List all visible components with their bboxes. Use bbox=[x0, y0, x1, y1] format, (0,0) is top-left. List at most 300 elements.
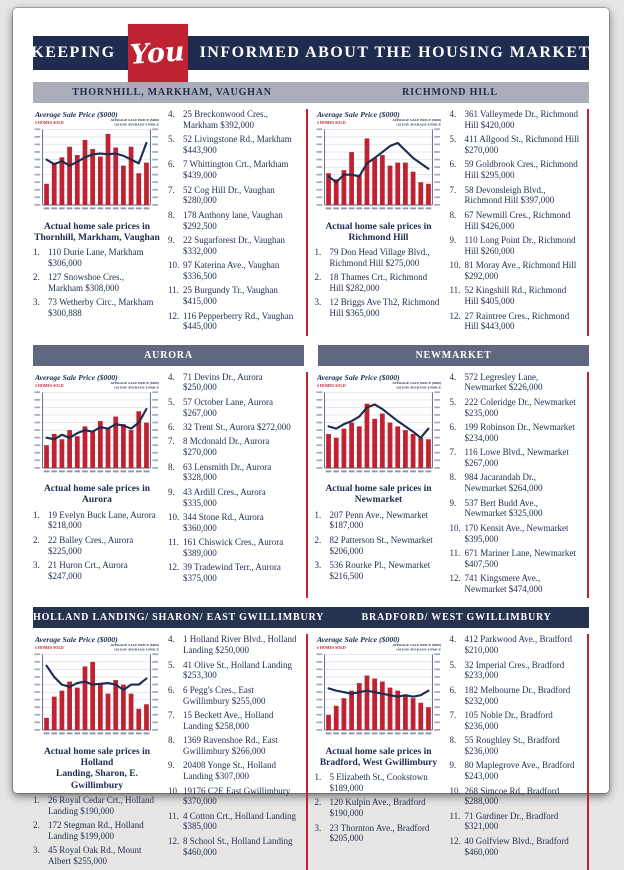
section-left-column bbox=[315, 634, 443, 870]
item-number: 6. bbox=[449, 684, 457, 695]
homes-sold-bar bbox=[129, 147, 134, 205]
item-text: 71 Gardiner Dr., Bradford $321,000 bbox=[464, 810, 559, 832]
item-number: 9. bbox=[449, 497, 457, 508]
sale-list-item bbox=[33, 510, 161, 532]
item-number: 3. bbox=[33, 559, 40, 570]
sale-list-item bbox=[168, 372, 299, 394]
item-text: 43 Ardill Cres., Aurora $335,000 bbox=[182, 486, 266, 508]
homes-sold-bar bbox=[418, 703, 423, 730]
item-number: 9. bbox=[449, 760, 457, 771]
item-text: 39 Tradewind Terr., Aurora $375,000 bbox=[182, 562, 281, 584]
item-number: 4. bbox=[167, 109, 175, 119]
sale-list-item bbox=[449, 735, 580, 757]
item-text: 116 Lowe Blvd., Newmarket $267,000 bbox=[464, 447, 569, 469]
sale-list-item bbox=[449, 185, 580, 207]
homes-sold-bar bbox=[98, 683, 103, 730]
sale-list-item bbox=[168, 422, 299, 433]
svg-text:120 DAY AVERAGE $ PRICE: 120 DAY AVERAGE $ PRICE bbox=[114, 122, 160, 127]
homes-sold-bar bbox=[410, 699, 415, 731]
sale-list-item bbox=[168, 134, 299, 156]
sale-list-item bbox=[168, 436, 299, 458]
item-text: 27 Raintree Cres., Richmond Hill $443,000 bbox=[464, 310, 570, 332]
item-text: 1369 Ravenshoe Rd., East Gwillimbury $266,000 bbox=[182, 735, 278, 756]
sale-list-item bbox=[315, 510, 443, 532]
item-number: 3. bbox=[33, 297, 40, 308]
sale-list-item bbox=[449, 573, 580, 595]
item-text: 81 Moray Ave., Richmond Hill $292,000 bbox=[464, 260, 577, 281]
sale-list-4-12 bbox=[449, 109, 580, 332]
svg-text:Average Sale Price ($000): Average Sale Price ($000) bbox=[34, 110, 118, 120]
item-text: 412 Parkwood Ave., Bradford $210,000 bbox=[464, 634, 573, 656]
sale-list-item bbox=[33, 820, 161, 842]
homes-sold-bar bbox=[52, 697, 57, 730]
item-number: 2. bbox=[33, 272, 40, 283]
item-number: 10. bbox=[449, 260, 461, 271]
item-text: 32 Imperial Cres., Bradford $233,000 bbox=[464, 659, 565, 681]
item-number: 2. bbox=[314, 272, 322, 283]
svg-text:AVERAGE SALE PRICE ($000): AVERAGE SALE PRICE ($000) bbox=[391, 643, 441, 648]
item-text: 19176 C2E East Gwillimbury $370,000 bbox=[182, 785, 291, 807]
homes-sold-bar bbox=[113, 680, 118, 730]
sale-list-item bbox=[168, 811, 299, 833]
item-text: 25 Breckonwood Cres., Markham $392,000 bbox=[182, 109, 268, 130]
homes-sold-bar bbox=[67, 147, 72, 205]
homes-sold-bar bbox=[379, 413, 384, 467]
homes-sold-bar bbox=[426, 708, 431, 731]
homes-sold-bar bbox=[356, 175, 361, 205]
item-text: 222 Coleridge Dr., Newmarket $235,000 bbox=[464, 396, 576, 418]
svg-text:AVERAGE SALE PRICE ($000): AVERAGE SALE PRICE ($000) bbox=[110, 118, 160, 123]
svg-text:120 DAY AVERAGE $ PRICE: 120 DAY AVERAGE $ PRICE bbox=[114, 647, 160, 652]
homes-sold-bar bbox=[349, 691, 354, 730]
homes-sold-bar bbox=[129, 694, 134, 730]
item-number: 5. bbox=[167, 134, 175, 145]
sale-list-item bbox=[449, 548, 580, 570]
svg-text:# HOMES SOLD: # HOMES SOLD bbox=[316, 121, 346, 126]
homes-sold-bar bbox=[83, 140, 88, 205]
item-text: 67 Newmill Cres., Richmond Hill $426,000 bbox=[464, 209, 571, 231]
sale-list-item bbox=[315, 772, 443, 794]
homes-sold-bar bbox=[387, 422, 392, 467]
item-number: 12. bbox=[449, 573, 461, 584]
item-number: 9. bbox=[167, 234, 175, 245]
section-right-column bbox=[168, 634, 299, 870]
homes-sold-bar bbox=[144, 163, 149, 205]
homes-sold-bar bbox=[60, 157, 65, 205]
svg-text:AVERAGE SALE PRICE ($000): AVERAGE SALE PRICE ($000) bbox=[391, 380, 441, 385]
homes-sold-bar bbox=[83, 667, 88, 731]
homes-sold-bar bbox=[379, 682, 384, 730]
homes-sold-bar bbox=[333, 706, 338, 730]
sale-list-item bbox=[449, 109, 580, 131]
homes-sold-bar bbox=[44, 445, 49, 468]
sale-list-item bbox=[33, 535, 161, 557]
sale-list-item bbox=[449, 523, 580, 545]
homes-sold-bar bbox=[83, 426, 88, 468]
sale-list-item bbox=[449, 285, 580, 307]
item-number: 3. bbox=[314, 822, 322, 833]
item-number: 1. bbox=[33, 246, 40, 257]
item-number: 11. bbox=[167, 810, 179, 821]
svg-text:# HOMES SOLD: # HOMES SOLD bbox=[34, 383, 64, 388]
section-body-row bbox=[33, 634, 589, 870]
homes-sold-bar bbox=[426, 184, 431, 205]
svg-text:120 DAY AVERAGE $ PRICE: 120 DAY AVERAGE $ PRICE bbox=[395, 384, 441, 389]
section-left-column bbox=[315, 372, 443, 599]
item-text: 25 Burgundy Tr., Vaughan $415,000 bbox=[182, 285, 278, 307]
item-number: 7. bbox=[449, 447, 457, 458]
item-number: 6. bbox=[167, 684, 175, 695]
item-number: 4. bbox=[449, 634, 457, 645]
item-text: 18 Thames Crt., Richmond Hill $282,000 bbox=[329, 272, 428, 293]
sale-list-4-12 bbox=[449, 634, 580, 857]
section-left-column bbox=[33, 634, 161, 870]
chart-svg bbox=[33, 372, 161, 483]
item-number: 5. bbox=[167, 659, 175, 670]
sale-list-1-3 bbox=[315, 772, 443, 844]
item-number: 7. bbox=[167, 436, 175, 447]
item-text: 572 Legresley Lane, Newmarket $226,000 bbox=[464, 371, 543, 393]
item-number: 3. bbox=[314, 559, 322, 570]
sale-list-item bbox=[449, 159, 580, 181]
item-text: 120 Kulpin Ave., Bradford $190,000 bbox=[329, 797, 426, 819]
homes-sold-bar bbox=[372, 679, 377, 730]
homes-sold-bar bbox=[136, 173, 141, 205]
homes-sold-bar bbox=[90, 149, 95, 205]
section-header-4: NEWMARKET bbox=[318, 345, 589, 366]
homes-sold-bar bbox=[52, 163, 57, 205]
item-number: 7. bbox=[449, 709, 457, 720]
region-section bbox=[315, 634, 590, 870]
item-number: 11. bbox=[167, 537, 179, 548]
sale-list-item bbox=[449, 447, 580, 469]
homes-sold-bar bbox=[44, 184, 49, 205]
sale-list-item bbox=[168, 660, 299, 682]
item-text: 4 Cotton Crt., Holland Landing $385,000 bbox=[182, 810, 296, 832]
homes-sold-bar bbox=[356, 426, 361, 468]
masthead-title-left: KEEPING bbox=[31, 44, 116, 61]
sale-price-chart bbox=[315, 372, 443, 483]
item-text: 361 Valleymede Dr., Richmond Hill $420,000 bbox=[464, 109, 579, 130]
masthead bbox=[33, 36, 589, 70]
sale-list-item bbox=[315, 823, 443, 845]
homes-sold-bar bbox=[67, 682, 72, 730]
item-text: 536 Rourke Pl., Newmarket $216,500 bbox=[329, 559, 431, 581]
item-number: 8. bbox=[449, 735, 457, 746]
homes-sold-bar bbox=[349, 152, 354, 205]
item-text: 52 Cog Hill Dr., Vaughan $280,000 bbox=[182, 184, 275, 206]
homes-sold-bar bbox=[341, 428, 346, 467]
item-text: 23 Thornton Ave., Bradford $205,000 bbox=[329, 822, 430, 844]
item-text: 63 Lensmith Dr., Aurora $328,000 bbox=[182, 461, 272, 483]
sale-list-item bbox=[315, 247, 443, 269]
item-text: 537 Bert Budd Ave., Newmarket $325,000 bbox=[464, 497, 543, 519]
sale-list-item bbox=[449, 311, 580, 333]
sale-list-item bbox=[33, 845, 161, 867]
item-number: 8. bbox=[449, 472, 457, 483]
item-text: 15 Beckett Ave., Holland Landing $258,000 bbox=[182, 709, 274, 731]
caption-line2: Newmarket bbox=[354, 495, 403, 506]
sale-price-chart bbox=[33, 372, 161, 483]
item-text: 172 Stegman Rd., Holland Landing $199,000 bbox=[48, 819, 144, 841]
item-text: 80 Maplegrove Ave., Bradford $243,000 bbox=[464, 760, 575, 782]
item-text: 161 Chiswick Cres., Aurora $389,000 bbox=[182, 537, 284, 558]
item-number: 10. bbox=[449, 522, 461, 533]
caption-line2: Landing, Sharon, E. Gwillimbury bbox=[56, 769, 138, 791]
item-number: 1. bbox=[314, 509, 322, 520]
item-text: 110 Durie Lane, Markham $306,000 bbox=[48, 246, 144, 268]
sale-list-item bbox=[315, 535, 443, 557]
sale-list-item bbox=[168, 710, 299, 732]
sale-list-item bbox=[449, 710, 580, 732]
masthead-title-right: INFORMED ABOUT THE HOUSING MARKET bbox=[199, 44, 591, 61]
item-text: 22 Balley Cres., Aurora $225,000 bbox=[48, 534, 134, 556]
item-text: 411 Allgood St., Richmond Hill $270,000 bbox=[464, 134, 580, 155]
item-text: 97 Katerina Ave., Vaughan $336,500 bbox=[182, 260, 280, 281]
item-number: 2. bbox=[314, 797, 322, 808]
item-number: 5. bbox=[449, 396, 457, 407]
svg-text:# HOMES SOLD: # HOMES SOLD bbox=[34, 646, 64, 651]
sale-list-item bbox=[315, 272, 443, 294]
sale-list-item bbox=[168, 562, 299, 584]
item-text: 1 Holland River Blvd., Holland Landing $250,000 bbox=[182, 634, 297, 656]
sale-list-item bbox=[168, 285, 299, 307]
svg-text:# HOMES SOLD: # HOMES SOLD bbox=[316, 383, 346, 388]
item-text: 59 Goldbrook Cres., Richmond Hill $295,000 bbox=[464, 159, 578, 181]
homes-sold-bar bbox=[349, 422, 354, 467]
item-number: 12. bbox=[167, 562, 180, 573]
svg-text:Average Sale Price ($000): Average Sale Price ($000) bbox=[316, 372, 400, 382]
region-section bbox=[315, 109, 590, 336]
sale-list-1-3 bbox=[315, 510, 443, 582]
caption-line1: Actual home sale prices in bbox=[325, 746, 432, 757]
sale-list-1-3 bbox=[33, 795, 161, 867]
sale-list-item bbox=[449, 811, 580, 833]
sale-list-item bbox=[168, 836, 299, 858]
homes-sold-bar bbox=[372, 419, 377, 468]
section-header-1: THORNHILL, MARKHAM, VAUGHAN bbox=[33, 82, 311, 103]
sale-list-item bbox=[168, 760, 299, 782]
sale-list-item bbox=[33, 297, 161, 319]
sale-list-1-3 bbox=[33, 510, 161, 582]
item-number: 6. bbox=[167, 159, 175, 170]
item-text: 105 Noble Dr., Bradford $236,000 bbox=[464, 709, 553, 731]
homes-sold-bar bbox=[379, 155, 384, 205]
homes-sold-bar bbox=[403, 696, 408, 731]
item-number: 12. bbox=[167, 310, 180, 321]
item-text: 55 Roughley St., Bradford $236,000 bbox=[464, 735, 560, 756]
item-number: 4. bbox=[167, 634, 175, 645]
svg-text:120 DAY AVERAGE $ PRICE: 120 DAY AVERAGE $ PRICE bbox=[395, 647, 441, 652]
homes-sold-bar bbox=[395, 163, 400, 205]
item-text: 20408 Yonge St., Holland Landing $307,000 bbox=[182, 760, 276, 782]
sale-list-item bbox=[168, 260, 299, 282]
item-number: 8. bbox=[167, 735, 175, 746]
item-number: 6. bbox=[449, 422, 457, 433]
item-text: 344 Stone Rd., Aurora $360,000 bbox=[182, 512, 264, 533]
item-number: 7. bbox=[167, 184, 175, 195]
homes-sold-bar bbox=[364, 403, 369, 467]
item-number: 3. bbox=[314, 297, 322, 308]
sale-list-item bbox=[168, 685, 299, 707]
sale-list-item bbox=[168, 634, 299, 656]
sale-list-item bbox=[449, 498, 580, 520]
homes-sold-bar bbox=[75, 688, 80, 730]
homes-sold-bar bbox=[418, 182, 423, 205]
item-text: 199 Robinson Dr., Newmarket $234,000 bbox=[464, 422, 575, 443]
item-text: 984 Jacarandah Dr., Newmarket $264,000 bbox=[464, 472, 543, 494]
section-caption bbox=[33, 747, 161, 792]
sale-list-item bbox=[168, 210, 299, 232]
section-caption bbox=[315, 747, 443, 769]
sale-list-item bbox=[168, 735, 299, 757]
homes-sold-bar bbox=[106, 134, 111, 205]
item-number: 5. bbox=[449, 659, 457, 670]
svg-text:Average Sale Price ($000): Average Sale Price ($000) bbox=[316, 635, 400, 645]
item-text: 40 Golfview Blvd., Bradford $460,000 bbox=[464, 835, 569, 857]
section-left-column bbox=[33, 109, 161, 336]
sale-list-item bbox=[449, 235, 580, 257]
item-text: 32 Trent St., Aurora $272,000 bbox=[182, 422, 291, 433]
sale-list-item bbox=[168, 397, 299, 419]
item-text: 8 Mcdonald Dr., Aurora $270,000 bbox=[182, 436, 270, 458]
chart-svg bbox=[315, 634, 443, 745]
you-badge bbox=[128, 24, 188, 82]
homes-sold-bar bbox=[333, 437, 338, 467]
svg-text:AVERAGE SALE PRICE ($000): AVERAGE SALE PRICE ($000) bbox=[110, 643, 160, 648]
caption-line2: Thornhill, Markham, Vaughan bbox=[34, 232, 160, 243]
item-text: 182 Melbourne Dr., Bradford $232,000 bbox=[464, 684, 571, 706]
item-text: 21 Huron Crt., Aurora $247,000 bbox=[48, 559, 128, 581]
homes-sold-bar bbox=[121, 166, 126, 205]
item-text: 26 Royal Cedar Crt., Holland Landing $190,000 bbox=[48, 794, 154, 816]
sale-list-4-12 bbox=[449, 372, 580, 595]
item-text: 127 Snowshoe Cres., Markham $308,000 bbox=[48, 272, 124, 293]
homes-sold-bar bbox=[136, 709, 141, 730]
item-number: 11. bbox=[449, 548, 461, 558]
sale-list-item bbox=[168, 311, 299, 333]
homes-sold-bar bbox=[426, 439, 431, 468]
section-header-row bbox=[33, 607, 589, 628]
sale-list-4-12 bbox=[168, 634, 299, 857]
section-caption bbox=[315, 484, 443, 506]
sale-list-item bbox=[168, 462, 299, 484]
homes-sold-bar bbox=[75, 436, 80, 468]
item-number: 10. bbox=[449, 785, 461, 796]
caption-line2: Bradford, West Gwillimbury bbox=[319, 758, 438, 769]
item-number: 4. bbox=[167, 371, 175, 382]
item-number: 4. bbox=[449, 109, 457, 119]
item-number: 11. bbox=[449, 285, 461, 296]
homes-sold-bar bbox=[121, 685, 126, 730]
item-text: 268 Simcoe Rd., Bradford $288,000 bbox=[464, 785, 560, 807]
section-caption bbox=[33, 222, 161, 244]
item-number: 8. bbox=[167, 461, 175, 472]
section-header-2: RICHMOND HILL bbox=[311, 82, 589, 103]
item-number: 2. bbox=[33, 534, 40, 545]
homes-sold-bar bbox=[106, 428, 111, 467]
caption-line1: Actual home sale prices in bbox=[325, 221, 432, 232]
section-right-column bbox=[449, 634, 580, 870]
sale-price-chart bbox=[33, 109, 161, 220]
caption-line1: Actual home sale prices in bbox=[43, 484, 151, 495]
region-section bbox=[33, 634, 308, 870]
homes-sold-bar bbox=[44, 718, 49, 730]
homes-sold-bar bbox=[364, 138, 369, 205]
item-text: 73 Wetherby Circ., Markham $300,888 bbox=[48, 297, 154, 319]
item-number: 5. bbox=[449, 134, 457, 145]
homes-sold-bar bbox=[372, 158, 377, 205]
section-right-column bbox=[168, 109, 299, 336]
sale-list-item bbox=[168, 109, 299, 131]
sale-list-item bbox=[168, 235, 299, 257]
section-body-row bbox=[33, 372, 589, 599]
homes-sold-bar bbox=[387, 166, 392, 205]
caption-line1: Actual home sale prices in bbox=[43, 221, 151, 232]
item-number: 12. bbox=[449, 310, 461, 321]
sale-list-item bbox=[449, 134, 580, 156]
item-number: 12. bbox=[167, 835, 180, 846]
item-number: 9. bbox=[167, 486, 175, 497]
section-header-6: BRADFORD/ WEST GWILLIMBURY bbox=[324, 607, 589, 628]
sale-price-chart bbox=[315, 109, 443, 220]
you-badge-text: You bbox=[129, 35, 186, 71]
item-text: 22 Sugarforest Dr., Vaughan $332,000 bbox=[182, 234, 286, 256]
item-text: 57 October Lane, Aurora $267,000 bbox=[182, 396, 273, 418]
region-section bbox=[33, 372, 308, 599]
homes-sold-bar bbox=[98, 157, 103, 205]
item-number: 4. bbox=[449, 371, 457, 382]
section-right-column bbox=[449, 109, 580, 336]
sale-list-item bbox=[33, 247, 161, 269]
chart-svg bbox=[33, 109, 161, 220]
item-number: 11. bbox=[449, 810, 461, 821]
sale-list-item bbox=[449, 472, 580, 494]
item-text: 207 Penn Ave., Newmarket $187,000 bbox=[329, 509, 429, 531]
section-left-column bbox=[315, 109, 443, 336]
homes-sold-bar bbox=[129, 430, 134, 468]
svg-text:Average Sale Price ($000): Average Sale Price ($000) bbox=[34, 635, 118, 645]
homes-sold-bar bbox=[341, 699, 346, 731]
svg-text:# HOMES SOLD: # HOMES SOLD bbox=[34, 121, 64, 126]
item-number: 1. bbox=[314, 772, 322, 783]
item-text: 52 Kingshill Rd., Richmond Hill $405,000 bbox=[464, 285, 567, 307]
sale-list-4-12 bbox=[168, 372, 299, 584]
svg-text:# HOMES SOLD: # HOMES SOLD bbox=[316, 646, 346, 651]
item-number: 1. bbox=[314, 246, 322, 257]
item-text: 12 Briggs Ave Th2, Richmond Hill $365,000 bbox=[329, 297, 440, 319]
homes-sold-bar bbox=[113, 148, 118, 205]
homes-sold-bar bbox=[403, 430, 408, 468]
item-text: 110 Long Point Dr., Richmond Hill $260,000 bbox=[464, 234, 576, 256]
caption-line2: Aurora bbox=[82, 495, 112, 506]
sale-list-item bbox=[168, 537, 299, 559]
item-text: 6 Pegg's Cres., East Gwillimbury $255,000 bbox=[182, 684, 266, 706]
svg-text:Average Sale Price ($000): Average Sale Price ($000) bbox=[316, 110, 400, 120]
svg-text:120 DAY AVERAGE $ PRICE: 120 DAY AVERAGE $ PRICE bbox=[114, 384, 160, 389]
sale-list-item bbox=[449, 685, 580, 707]
item-text: 19 Evelyn Buck Lane, Aurora $218,000 bbox=[48, 509, 156, 531]
item-number: 10. bbox=[167, 785, 180, 796]
item-number: 1. bbox=[33, 509, 40, 520]
item-text: 71 Devins Dr., Aurora $250,000 bbox=[182, 371, 263, 393]
sale-list-item bbox=[33, 795, 161, 817]
sale-list-item bbox=[315, 560, 443, 582]
item-number: 1. bbox=[33, 794, 40, 805]
caption-line1: Actual home sale prices in bbox=[325, 484, 432, 495]
sale-list-item bbox=[168, 512, 299, 534]
section-header-row bbox=[33, 82, 589, 103]
